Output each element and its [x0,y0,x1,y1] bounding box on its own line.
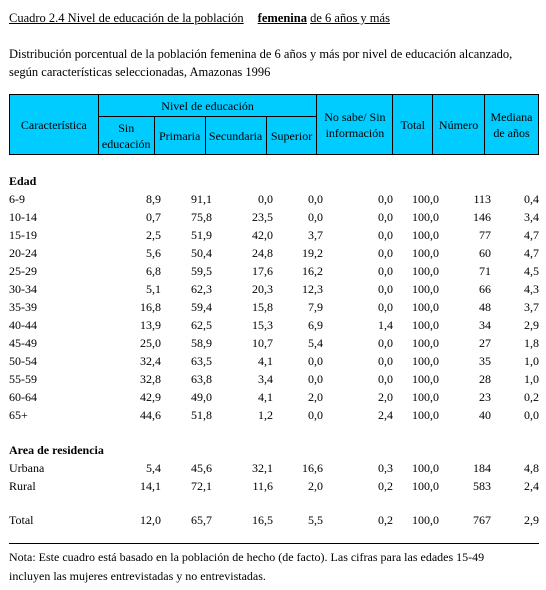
table-cell: 2,0 [378,390,393,404]
table-cell: 24,8 [252,246,273,260]
table-cell: 63,8 [191,372,212,386]
table-cell: 11,6 [252,479,273,493]
table-cell: 14,1 [140,479,161,493]
table-cell: 0,0 [524,408,539,422]
table-cell: 23 [479,390,491,404]
header-superior: Superior [266,117,317,155]
header-caracteristica: Característica [10,95,99,155]
table-row [9,262,539,280]
table-cell: 77 [479,228,491,242]
table-cell: 100,0 [412,228,439,242]
table-cell: 28 [479,372,491,386]
table-cell: 2,0 [308,479,323,493]
table-cell: 4,8 [524,461,539,475]
table-cell: 34 [479,318,491,332]
table-cell: 50,4 [191,246,212,260]
row-label: 30-34 [9,282,37,296]
table-row [9,190,539,208]
table-cell: 3,4 [524,210,539,224]
table-cell: 8,9 [146,192,161,206]
table-cell: 44,6 [140,408,161,422]
table-cell: 100,0 [412,372,439,386]
note-line-1: Nota: Este cuadro está basado en la población de hecho (de facto). Las cifras para las edades 15-49 [9,550,485,564]
row-label: 45-49 [9,336,37,350]
table-cell: 58,9 [191,336,212,350]
table-cell: 100,0 [412,408,439,422]
section-row [9,441,539,459]
table-cell: 25,0 [140,336,161,350]
table-cell: 0,2 [378,479,393,493]
table-subtitle [9,45,539,81]
table-cell: 17,6 [252,264,273,278]
table-cell: 100,0 [412,479,439,493]
row-label: 55-59 [9,372,37,386]
table-cell: 767 [473,513,491,527]
table-cell: 60 [479,246,491,260]
header-nivel-educacion: Nivel de educación [98,95,317,117]
table-cell: 59,4 [191,300,212,314]
table-cell: 51,8 [191,408,212,422]
table-cell: 0,0 [378,354,393,368]
table-cell: 91,1 [191,192,212,206]
subtitle-line-1: Distribución porcentual de la población femenina de 6 años y más por nivel de educación alcanzado, [9,47,513,61]
header-numero: Número [433,95,485,155]
table-cell: 100,0 [412,210,439,224]
table-cell: 3,7 [524,300,539,314]
table-cell: 1,2 [258,408,273,422]
table-row [9,388,539,406]
table-cell: 100,0 [412,336,439,350]
table-cell: 12,0 [140,513,161,527]
table-cell: 3,4 [258,372,273,386]
table-cell: 66 [479,282,491,296]
row-label: 65+ [9,408,28,422]
table-cell: 4,1 [258,390,273,404]
table-cell: 35 [479,354,491,368]
table-cell: 0,0 [378,264,393,278]
section-edad-label: Edad [9,174,37,188]
table-cell: 19,2 [302,246,323,260]
table-cell: 5,4 [308,336,323,350]
table-cell: 16,5 [252,513,273,527]
row-label: 40-44 [9,318,37,332]
table-cell: 0,0 [378,300,393,314]
table-cell: 72,1 [191,479,212,493]
table-cell: 48 [479,300,491,314]
table-cell: 2,4 [378,408,393,422]
header-mediana: Mediana de años [485,95,539,155]
table-cell: 27 [479,336,491,350]
title-part-1: Cuadro 2.4 Nivel de educación de la población [9,11,244,25]
table-cell: 100,0 [412,264,439,278]
header-primaria: Primaria [154,117,205,155]
table-cell: 0,2 [524,390,539,404]
table-cell: 583 [473,479,491,493]
table-cell: 0,0 [378,372,393,386]
header-no-sabe: No sabe/ Sin información [317,95,393,155]
table-cell: 49,0 [191,390,212,404]
row-label: 15-19 [9,228,37,242]
table-cell: 2,4 [524,479,539,493]
table-cell: 0,0 [308,372,323,386]
table-cell: 0,0 [378,282,393,296]
table-cell: 62,3 [191,282,212,296]
table-cell: 45,6 [191,461,212,475]
table-cell: 59,5 [191,264,212,278]
table-cell: 0,0 [308,210,323,224]
table-cell: 5,1 [146,282,161,296]
table-cell: 0,2 [378,513,393,527]
table-cell: 20,3 [252,282,273,296]
table-cell: 16,2 [302,264,323,278]
table-cell: 32,4 [140,354,161,368]
table-row [9,477,539,495]
row-label: Rural [9,479,36,493]
table-cell: 100,0 [412,513,439,527]
table-cell: 0,0 [258,192,273,206]
table-cell: 0,4 [524,192,539,206]
table-cell: 15,3 [252,318,273,332]
table-cell: 51,9 [191,228,212,242]
table-cell: 75,8 [191,210,212,224]
note-line-2: incluyen las mujeres entrevistadas y no entrevistadas. [9,569,266,583]
table-cell: 5,5 [308,513,323,527]
table-row [9,406,539,424]
row-label: Total [9,513,34,527]
table-row [9,244,539,262]
table-cell: 16,6 [302,461,323,475]
table-body [9,172,539,529]
row-label: 50-54 [9,354,37,368]
table-cell: 0,0 [378,228,393,242]
table-cell: 0,0 [308,192,323,206]
table-cell: 100,0 [412,192,439,206]
table-cell: 100,0 [412,461,439,475]
table-cell: 146 [473,210,491,224]
table-cell: 2,5 [146,228,161,242]
table-cell: 184 [473,461,491,475]
row-label: 20-24 [9,246,37,260]
table-cell: 1,4 [378,318,393,332]
table-cell: 1,8 [524,336,539,350]
section-residencia-label: Area de residencia [9,443,104,457]
table-cell: 0,0 [378,192,393,206]
table-cell: 42,9 [140,390,161,404]
table-note [9,548,539,586]
table-row [9,316,539,334]
table-cell: 32,1 [252,461,273,475]
row-label: 6-9 [9,192,25,206]
table-cell: 15,8 [252,300,273,314]
table-cell: 32,8 [140,372,161,386]
table-row [9,459,539,477]
table-cell: 2,9 [524,318,539,332]
section-row [9,172,539,190]
table-cell: 63,5 [191,354,212,368]
table-row [9,208,539,226]
table-cell: 6,8 [146,264,161,278]
table-cell: 0,0 [378,336,393,350]
table-cell: 1,0 [524,354,539,368]
table-row [9,226,539,244]
table-cell: 0,0 [308,354,323,368]
row-label: Urbana [9,461,45,475]
table-cell: 2,9 [524,513,539,527]
table-cell: 113 [473,192,491,206]
table-row [9,334,539,352]
row-label: 25-29 [9,264,37,278]
table-cell: 0,0 [378,210,393,224]
title-part-2: femenina [257,11,307,25]
table-cell: 13,9 [140,318,161,332]
table-cell: 100,0 [412,300,439,314]
table-cell: 4,5 [524,264,539,278]
table-cell: 0,0 [378,246,393,260]
table-title [9,10,390,26]
table-cell: 100,0 [412,318,439,332]
table-cell: 4,3 [524,282,539,296]
table-cell: 3,7 [308,228,323,242]
table-row [9,370,539,388]
title-part-3: de 6 años y más [310,11,390,25]
table-cell: 100,0 [412,282,439,296]
table-cell: 1,0 [524,372,539,386]
table-cell: 2,0 [308,390,323,404]
table-cell: 0,0 [308,408,323,422]
table-cell: 100,0 [412,354,439,368]
table-cell: 0,3 [378,461,393,475]
header-secundaria: Secundaria [205,117,266,155]
table-cell: 10,7 [252,336,273,350]
table-cell: 5,6 [146,246,161,260]
table-row [9,298,539,316]
table-cell: 0,7 [146,210,161,224]
table-cell: 16,8 [140,300,161,314]
table-cell: 62,5 [191,318,212,332]
header-sin-educacion: Sin educación [98,117,154,155]
table-header [9,94,539,155]
table-row [9,352,539,370]
table-cell: 65,7 [191,513,212,527]
row-label: 60-64 [9,390,37,404]
table-cell: 71 [479,264,491,278]
row-label: 10-14 [9,210,37,224]
table-cell: 42,0 [252,228,273,242]
table-row [9,280,539,298]
table-cell: 5,4 [146,461,161,475]
table-cell: 100,0 [412,390,439,404]
table-cell: 6,9 [308,318,323,332]
table-cell: 40 [479,408,491,422]
table-cell: 100,0 [412,246,439,260]
table-cell: 4,7 [524,246,539,260]
row-label: 35-39 [9,300,37,314]
bottom-rule [9,543,539,544]
table-cell: 23,5 [252,210,273,224]
table-cell: 4,1 [258,354,273,368]
subtitle-line-2: según características seleccionadas, Amazonas 1996 [9,65,271,79]
header-total: Total [393,95,433,155]
table-cell: 7,9 [308,300,323,314]
table-cell: 12,3 [302,282,323,296]
table-row [9,511,539,529]
table-cell: 4,7 [524,228,539,242]
